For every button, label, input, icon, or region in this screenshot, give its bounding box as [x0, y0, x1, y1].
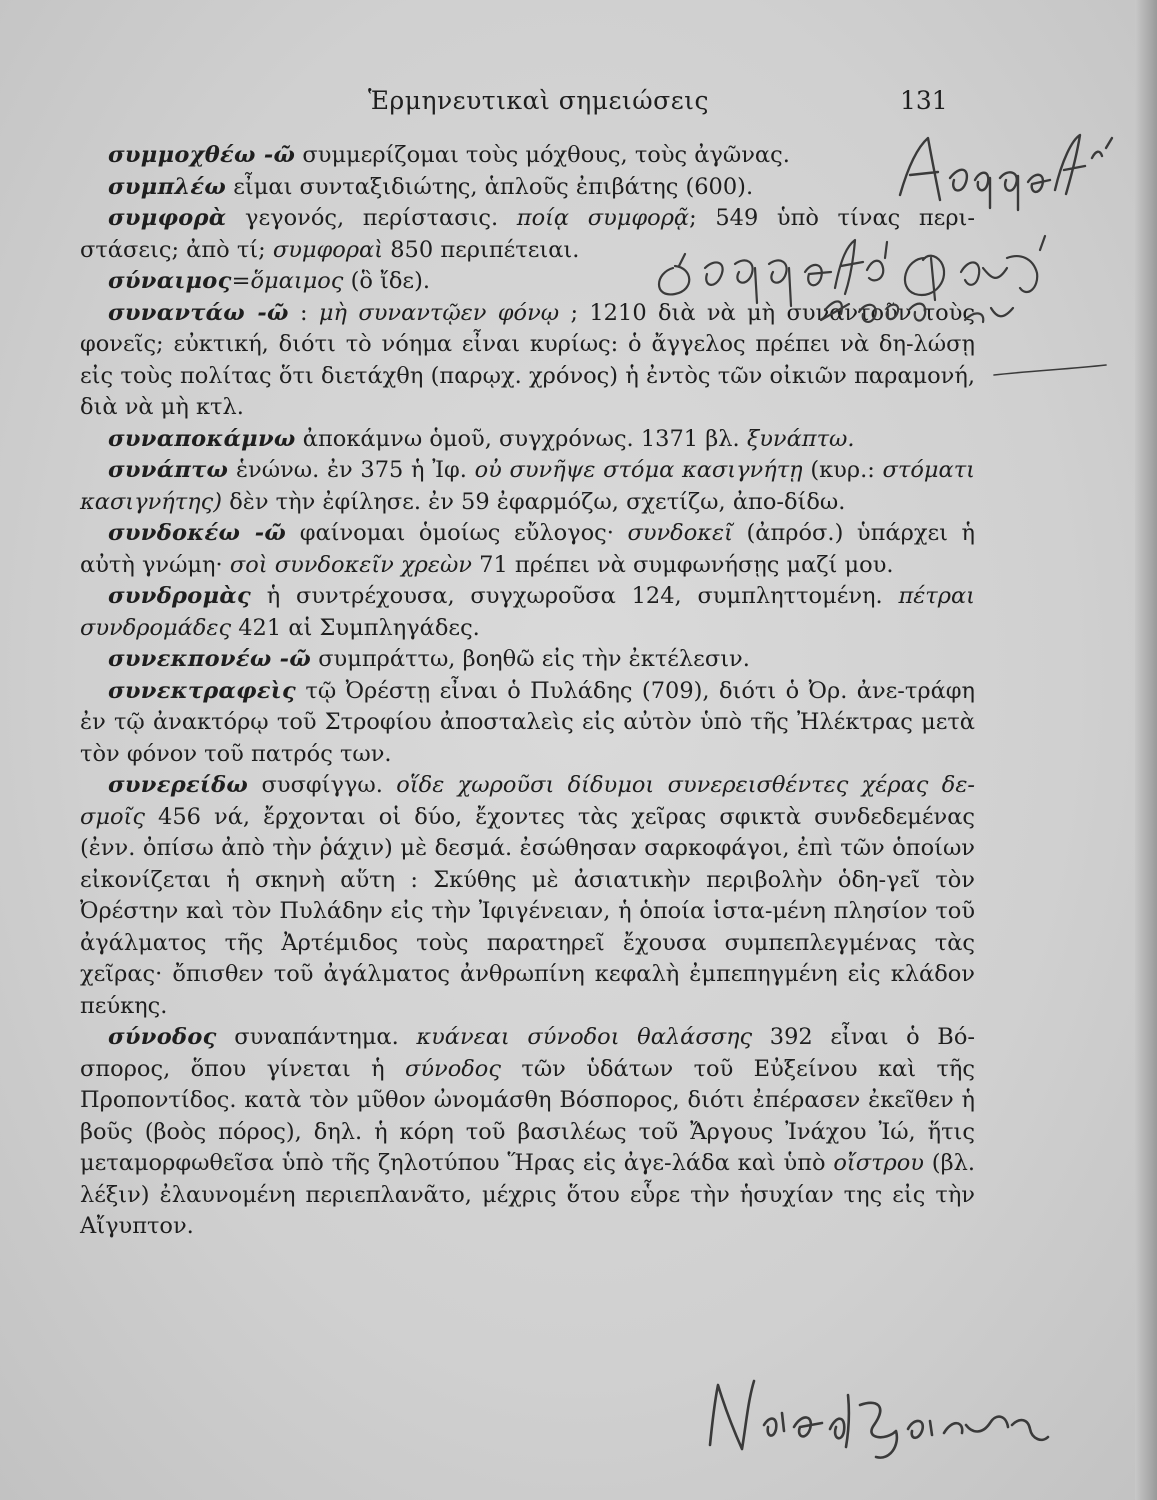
glossary-entry: [80, 424, 975, 456]
entry-gloss: ἑνώνω. ἐν 375 ἡ Ἰφ.: [228, 457, 475, 483]
entry-gloss: ; 549 ὑπὸ τίνας περι-στάσεις; ἀπὸ τί;: [80, 205, 975, 263]
entry-gloss: 392 εἶναι ὁ Βό-σπορος, ὅπου γίνεται ἡ: [80, 1024, 975, 1082]
entry-quotation: ξυνάπτω.: [746, 425, 855, 452]
handwritten-margin-note: [880, 120, 1130, 215]
entry-lemma: συμπλέω: [108, 173, 227, 200]
entry-gloss: συμπράττω, βοηθῶ εἰς τὴν ἐκτέλεσιν.: [311, 646, 750, 672]
entry-gloss: γεγονός, περίστασις.: [226, 205, 517, 231]
glossary-entry: [80, 770, 975, 1022]
entry-lemma: σύνοδος: [108, 1024, 217, 1050]
running-head: [0, 86, 1157, 122]
entry-quotation: συμφοραὶ: [272, 236, 384, 263]
entry-lemma: συναντάω -ῶ: [108, 299, 289, 326]
entry-gloss: εἶμαι συνταξιδιώτης, ἁπλοῦς ἐπιβάτης (600).: [226, 173, 754, 200]
entry-lemma: συνδοκέω -ῶ: [108, 520, 287, 546]
entry-gloss: :: [288, 299, 319, 326]
entry-gloss: τῷ Ὀρέστῃ εἶναι ὁ Πυλάδης (709), διότι ὁ Ὀρ. ἀνε-τράφη ἐν τῷ ἀνακτόρῳ τοῦ Στροφίου ἀποσταλεὶς εἰς αὐτὸν ὑπὸ τῆς Ἠλέκτρας μετὰ τὸν φόνον τοῦ πατρός των.: [80, 677, 975, 767]
entry-gloss: =: [231, 268, 251, 294]
glossary-entry: [80, 1022, 975, 1243]
glossary-entry: [80, 518, 975, 581]
entry-gloss: 850 περιπέτειαι.: [383, 236, 580, 263]
entry-quotation: σύνοδος: [405, 1055, 501, 1082]
handwritten-signature: [690, 1365, 1050, 1465]
glossary-entry: [80, 644, 975, 676]
entry-gloss: 456 νά, ἔρχονται οἱ δύο, ἔχοντες τὰς χεῖρας σφικτὰ συνδεδεμένας (ἐνν. ὀπίσω ἀπὸ τὴν ῥάχιν) μὲ δεσμά. ἐσώθησαν σαρκοφάγοι, ἐπὶ τῶν ὁποίων εἰκονίζεται ἡ σκηνὴ αὕτη : Σκύθης μὲ ἀσιατικὴν περιβολὴν ὁδη-γεῖ τὸν Ὀρέστην καὶ τὸν Πυλάδην εἰς τὴν Ἰφιγένειαν, ἡ ὁποία ἱστα-μένη πλησίον τοῦ ἀγάλματος τῆς Ἀρτέμιδος τοὺς παρατηρεῖ ἔχουσα συμπεπλεγμένας τὰς χεῖρας· ὄπισθεν τοῦ ἀγάλματος ἀνθρωπίνη κεφαλὴ ἐμπεπηγμένη εἰς κλάδον πεύκης.: [80, 803, 975, 1019]
page-number: 131: [900, 86, 948, 115]
entry-gloss: (ὃ ἴδε).: [343, 268, 431, 294]
entry-gloss: συμμερίζομαι τοὺς μόχθους, τοὺς ἀγῶνας.: [295, 142, 790, 168]
entry-gloss: (βλ. λέξιν) ἐλαυνομένη περιεπλανᾶτο, μέχρις ὅτου εὗρε τὴν ἡσυχίαν της εἰς τὴν Αἴγυπτον.: [80, 1150, 975, 1239]
page-edge: [1135, 0, 1157, 1500]
entry-gloss: συναπάντημα.: [216, 1024, 417, 1050]
entry-lemma: συνδρομὰς: [108, 583, 251, 609]
entry-lemma: συνεκπονέω -ῶ: [108, 646, 312, 672]
entry-gloss: συσφίγγω.: [248, 772, 397, 798]
entry-gloss: τῶν ὑδάτων τοῦ Εὐξείνου καὶ τῆς Προποντίδος. κατὰ τὸν μῦθον ὠνομάσθη Βόσπορος, διότι ἐπέρασεν ἐκεῖθεν ἡ βοῦς (βοὸς πόρος), δηλ. ἡ κόρη τοῦ βασιλέως τοῦ Ἄργους Ἰνάχου Ἰώ, ἥτις μεταμορφωθεῖσα ὑπὸ τῆς ζηλοτύπου Ἥρας εἰς ἀγε-λάδα καὶ ὑπὸ: [80, 1055, 975, 1176]
entry-quotation: μὴ συναντῷεν φόνῳ: [318, 299, 560, 326]
handwritten-overwrite: [635, 228, 1065, 338]
entry-gloss: 71 πρέπει νὰ συμφωνήσῃς μαζί μου.: [471, 551, 894, 578]
entry-lemma: σύναιμος: [108, 268, 232, 294]
entry-gloss: φαίνομαι ὁμοίως εὔλογος·: [286, 520, 628, 546]
glossary-entry: [80, 140, 975, 172]
margin-stroke: [990, 355, 1110, 385]
entry-quotation: στόματι κασιγνήτης): [80, 457, 975, 515]
entry-quotation: συνδοκεῖ: [627, 520, 733, 546]
glossary-entry: [80, 455, 975, 518]
entry-quotation: κυάνεαι σύνοδοι θαλάσσης: [416, 1024, 753, 1050]
entry-lemma: συμμοχθέω -ῶ: [108, 142, 296, 168]
entry-lemma: συνερείδω: [108, 772, 249, 798]
entry-quotation: οὐ συνῆψε στόμα κασιγνήτῃ: [474, 457, 803, 483]
entry-gloss: δὲν τὴν ἐφίλησε. ἐν 59 ἐφαρμόζω, σχετίζω, ἀπο-δίδω.: [222, 488, 846, 515]
entry-quotation: οἵδε χωροῦσι δίδυμοι συνερεισθέντες χέρας δε-σμοῖς: [80, 772, 976, 830]
entry-lemma: συναποκάμνω: [108, 425, 296, 452]
entry-quotation: ποίᾳ συμφορᾷ: [516, 205, 690, 231]
entry-quotation: οἴστρου: [833, 1150, 924, 1176]
glossary-entry: [80, 676, 975, 771]
entry-quotation: πέτραι συνδρομάδες: [80, 583, 975, 641]
glossary-entry: [80, 172, 975, 204]
entry-gloss: (κυρ.:: [802, 457, 883, 483]
entry-gloss: 421 αἱ Συμπληγάδες.: [231, 614, 480, 641]
entry-gloss: ἀποκάμνω ὁμοῦ, συγχρόνως. 1371 βλ.: [295, 425, 747, 452]
entry-lemma: συνάπτω: [108, 457, 229, 483]
entry-gloss: (ἀπρόσ.) ὑπάρχει ἡ αὐτὴ γνώμη·: [80, 520, 975, 578]
entry-gloss: ; 1210 διὰ νὰ μὴ συναντοῦν τοὺς φονεῖς; εὐκτική, διότι τὸ νόημα εἶναι κυρίως: ὁ ἄγγελος πρέπει νὰ δη-λώσῃ εἰς τοὺς πολίτας ὅτι διετάχθη (παρῳχ. χρόνος) ἡ ἐντὸς τῶν οἰκιῶν παραμονή, διὰ νὰ μὴ κτλ.: [80, 299, 975, 420]
glossary-entry: [80, 581, 975, 644]
entry-lemma: συνεκτραφεὶς: [108, 677, 296, 704]
running-title: Ἑρμηνευτικαὶ σημειώσεις: [368, 86, 709, 115]
entry-gloss: ἡ συντρέχουσα, συγχωροῦσα 124, συμπληττομένη.: [250, 583, 899, 609]
entry-quotation: σοὶ συνδοκεῖν χρεὼν: [229, 551, 472, 578]
entry-quotation: ὅμαιμος: [250, 268, 344, 294]
entry-lemma: συμφορὰ: [108, 205, 227, 231]
